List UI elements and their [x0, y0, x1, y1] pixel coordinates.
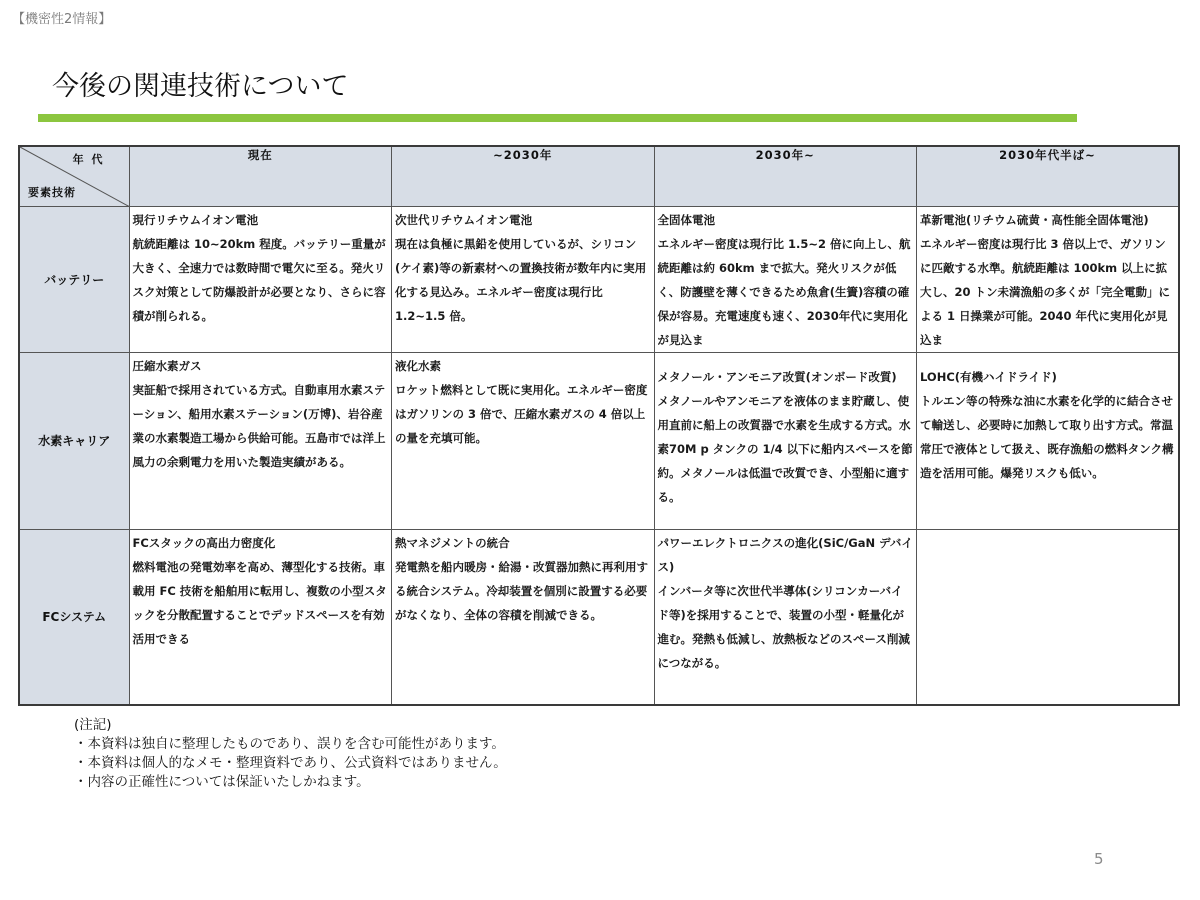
row-header-battery: バッテリー [19, 206, 129, 352]
cell-fc-2030-on [654, 529, 917, 705]
cell-title: 熱マネジメントの統合 [395, 535, 510, 550]
cell-fc-mid-2030s [917, 529, 1180, 705]
cell-body: インバータ等に次世代半導体(シリコンカーバイド等)を採用することで、装置の小型・軽量化が進む。発熱も低減し、放熱板などのスペース削減につながる。 [657, 583, 910, 670]
corner-label-year: 年 代 [72, 153, 105, 166]
table-row [19, 352, 1179, 529]
cell-fc-current [129, 529, 392, 705]
column-header-mid-2030s: 2030年代半ば~ [917, 146, 1180, 206]
cell-body: 実証船で採用されている方式。自動車用水素ステーション、船用水素ステーション(万博)、岩谷産業の水素製造工場から供給可能。五島市では洋上風力の余剰電力を用いた製造実績がある。 [132, 382, 386, 469]
title-underline-bar [38, 114, 1077, 122]
notes-block [74, 716, 507, 792]
corner-header-cell [19, 146, 129, 206]
cell-hydrogen-mid-2030s [917, 352, 1180, 529]
note-item: ・本資料は個人的なメモ・整理資料であり、公式資料ではありません。 [74, 755, 507, 771]
table-row [19, 529, 1179, 705]
cell-title: 圧縮水素ガス [132, 358, 202, 373]
table-row [19, 206, 1179, 352]
cell-battery-mid-2030s [917, 206, 1180, 352]
notes-heading: (注記) [74, 717, 112, 733]
classification-label: 【機密性2情報】 [12, 12, 112, 27]
cell-title: 全固体電池 [657, 212, 715, 227]
cell-title: パワーエレクトロニクスの進化(SiC/GaN デバイス) [657, 535, 913, 574]
cell-battery-current [129, 206, 392, 352]
cell-title: 次世代リチウムイオン電池 [395, 212, 533, 227]
cell-body: 発電熱を船内暖房・給湯・改質器加熱に再利用する統合システム。冷却装置を個別に設置する必要がなくなり、全体の容積を削減できる。 [395, 559, 648, 622]
tech-roadmap-table-wrap [18, 145, 1180, 702]
cell-body: エネルギー密度は現行比 3 倍以上で、ガソリンに匹敵する水準。航続距離は 100km 以上に拡大し、20 トン未満漁船の多くが「完全電動」による 1 日操業が可能。2040 年代に実用化が見込ま [920, 236, 1171, 347]
cell-title: LOHC(有機ハイドライド) [920, 369, 1057, 384]
cell-battery-2030-on [654, 206, 917, 352]
cell-body: 現在は負極に黒鉛を使用しているが、シリコン(ケイ素)等の新素材への置換技術が数年内に実用化する見込み。エネルギー密度は現行比 1.2~1.5 倍。 [395, 236, 647, 323]
page-number: 5 [1094, 850, 1104, 868]
cell-hydrogen-to-2030 [392, 352, 655, 529]
cell-title: FCスタックの高出力密度化 [132, 535, 276, 550]
cell-title: 液化水素 [395, 358, 441, 373]
cell-hydrogen-2030-on [654, 352, 917, 529]
cell-title: メタノール・アンモニア改質(オンボード改質) [657, 369, 897, 384]
column-header-current: 現在 [129, 146, 392, 206]
column-header-2030-on: 2030年~ [654, 146, 917, 206]
cell-battery-to-2030 [392, 206, 655, 352]
cell-title: 現行リチウムイオン電池 [132, 212, 259, 227]
cell-body: ロケット燃料として既に実用化。エネルギー密度はガソリンの 3 倍で、圧縮水素ガスの 4 倍以上の量を充填可能。 [395, 382, 648, 445]
cell-fc-to-2030 [392, 529, 655, 705]
cell-body: 燃料電池の発電効率を高め、薄型化する技術。車載用 FC 技術を船舶用に転用し、複数の小型スタックを分散配置することでデッドスペースを有効活用できる [132, 559, 387, 646]
cell-hydrogen-current [129, 352, 392, 529]
note-item: ・内容の正確性については保証いたしかねます。 [74, 774, 370, 790]
row-header-fc-system: FCシステム [19, 529, 129, 705]
page-title: 今後の関連技術について [52, 71, 349, 102]
tech-roadmap-table [18, 145, 1180, 706]
note-item: ・本資料は独自に整理したものであり、誤りを含む可能性があります。 [74, 736, 505, 752]
cell-body: トルエン等の特殊な油に水素を化学的に結合させて輸送し、必要時に加熱して取り出す方式。常温常圧で液体として扱え、既存漁船の燃料タンク構造を活用可能。爆発リスクも低い。 [920, 393, 1174, 480]
cell-body: エネルギー密度は現行比 1.5~2 倍に向上し、航続距離は約 60km まで拡大。発火リスクが低く、防護壁を薄くできるため魚倉(生簀)容積の確保が容易。充電速度も速く、2030年代に実用化が見込ま [657, 236, 911, 347]
cell-body: メタノールやアンモニアを液体のまま貯蔵し、使用直前に船上の改質器で水素を生成する方式。水素70M p タンクの 1/4 以下に船内スペースを節約。メタノールは低温で改質でき、小型船に適する。 [657, 393, 913, 504]
column-header-to-2030: ~2030年 [392, 146, 655, 206]
corner-label-element: 要素技術 [28, 185, 76, 199]
cell-title: 革新電池(リチウム硫黄・高性能全固体電池) [920, 212, 1149, 227]
cell-body: 航続距離は 10~20km 程度。バッテリー重量が大きく、全速力では数時間で電欠に至る。発火リスク対策として防爆設計が必要となり、さらに容積が削られる。 [132, 236, 386, 323]
row-header-hydrogen-carrier: 水素キャリア [19, 352, 129, 529]
